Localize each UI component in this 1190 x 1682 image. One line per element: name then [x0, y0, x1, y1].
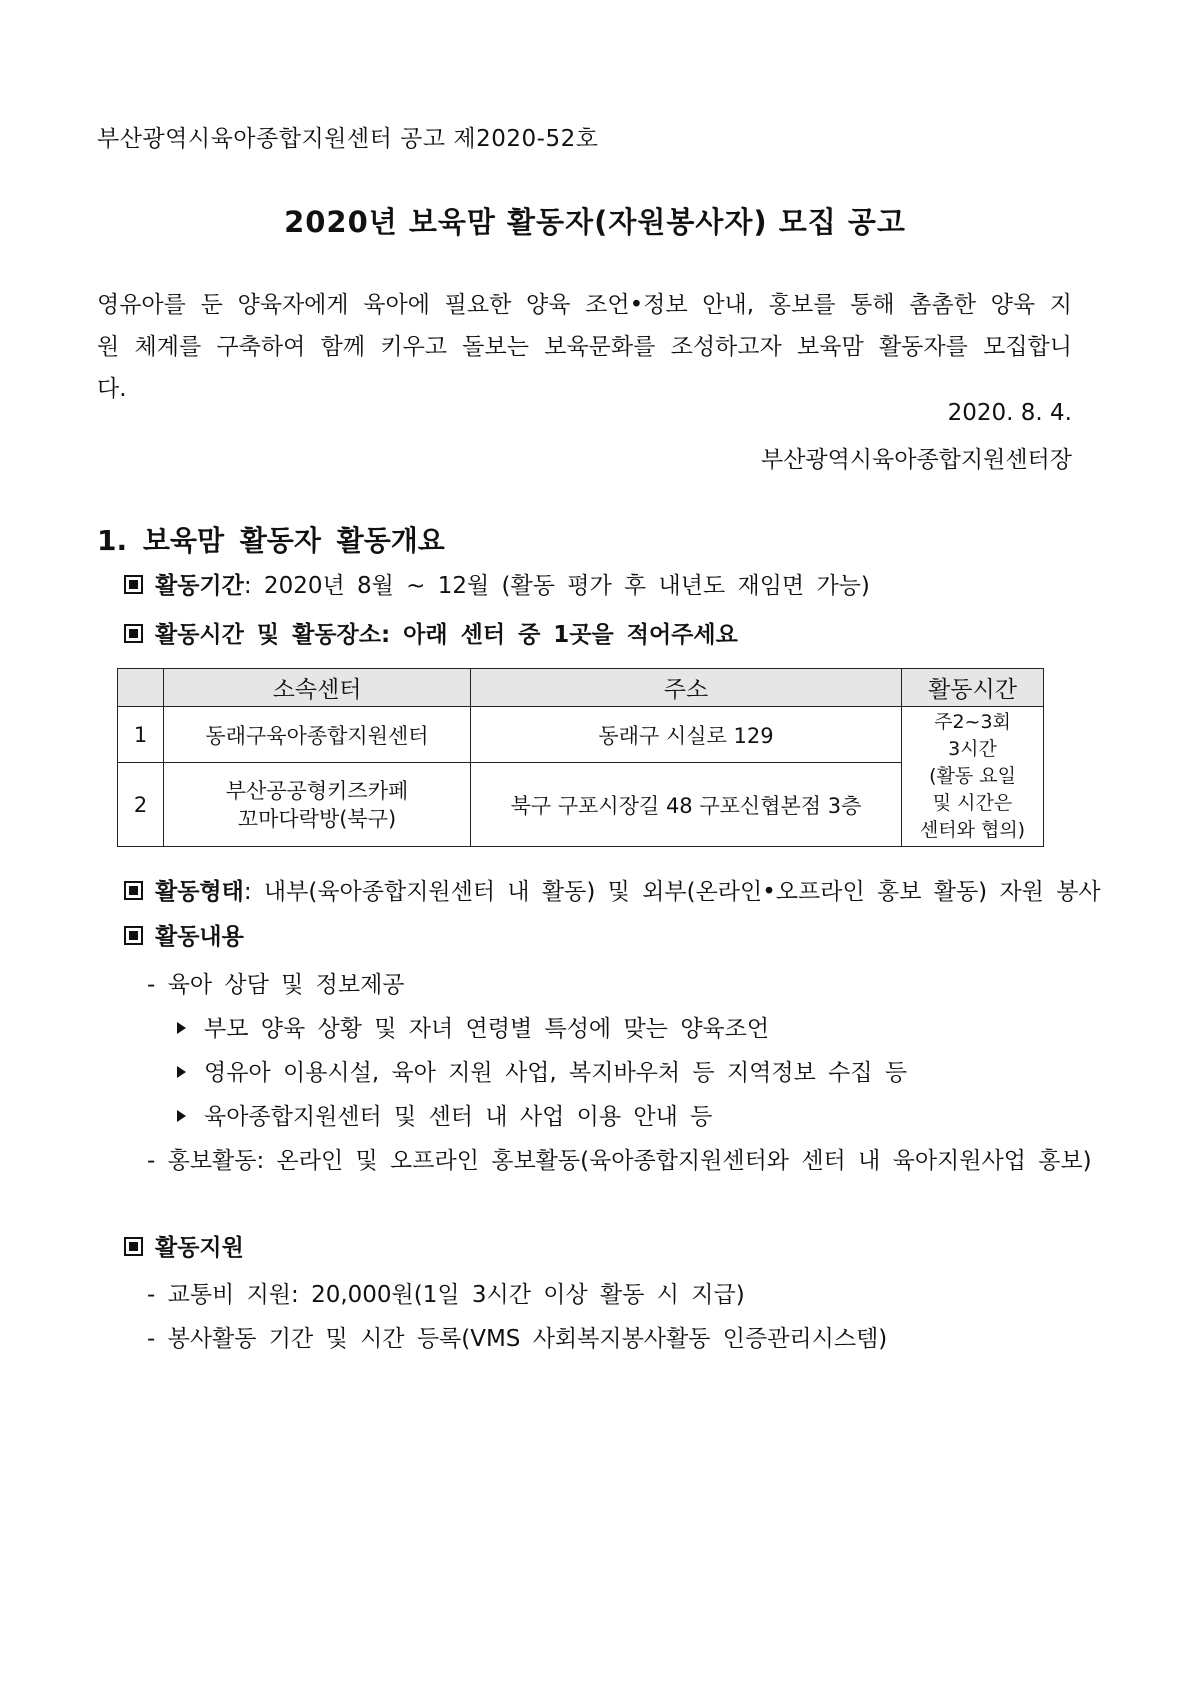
period-line	[124, 567, 870, 600]
support-label: 활동지원	[155, 1235, 244, 1261]
support-item: - 봉사활동 기간 및 시간 등록(VMS 사회복지봉사활동 인증관리시스템)	[147, 1326, 888, 1352]
sub-item-text: 영유아 이용시설, 육아 지원 사업, 복지바우처 등 지역정보 수집 등	[204, 1060, 908, 1086]
hours-line: (활동 요일	[929, 765, 1016, 787]
time-place-label: 활동시간 및 활동장소: 아래 센터 중 1곳을 적어주세요	[155, 622, 738, 648]
notice-date: 2020. 8. 4.	[947, 400, 1072, 426]
row-center	[164, 763, 471, 847]
content-label: 활동내용	[155, 924, 244, 950]
content-sub-item	[177, 1054, 907, 1087]
period-label: 활동기간	[155, 573, 244, 599]
notice-number: 부산광역시육아종합지원센터 공고 제2020-52호	[97, 126, 599, 152]
intro-paragraph: 영유아를 둔 양육자에게 육아에 필요한 양육 조언•정보 안내, 홍보를 통해 촘촘한 양육 지원 체계를 구축하여 함께 키우고 돌보는 보육문화를 조성하고자 보육맘 활동자를 모집합니다.	[97, 292, 1072, 402]
issuer-name: 부산광역시육아종합지원센터장	[760, 447, 1072, 473]
page-title: 2020년 보육맘 활동자(자원봉사자) 모집 공고	[284, 205, 906, 239]
square-bullet-icon	[124, 1237, 143, 1256]
content-item: - 홍보활동: 온라인 및 오프라인 홍보활동(육아종합지원센터와 센터 내 육아지원사업 홍보)	[147, 1148, 1092, 1174]
triangle-bullet-icon	[177, 1022, 186, 1034]
form-line	[124, 873, 1101, 906]
content-item: - 육아 상담 및 정보제공	[147, 972, 405, 998]
square-bullet-icon	[124, 624, 143, 643]
hours-line: 센터와 협의)	[919, 819, 1026, 841]
content-line	[124, 918, 244, 951]
hours-cell	[902, 707, 1044, 847]
sub-item-text: 육아종합지원센터 및 센터 내 사업 이용 안내 등	[204, 1104, 713, 1130]
support-line	[124, 1229, 244, 1262]
time-place-line	[124, 616, 738, 649]
row-no: 1	[118, 707, 164, 763]
row-center: 동래구육아종합지원센터	[164, 707, 471, 763]
form-value: : 내부(육아종합지원센터 내 활동) 및 외부(온라인•오프라인 홍보 활동) 자원 봉사	[243, 879, 1101, 905]
row-address: 북구 구포시장길 48 구포신협본점 3층	[471, 763, 902, 847]
period-value: : 2020년 8월 ~ 12월 (활동 평가 후 내년도 재임면 가능)	[243, 573, 870, 599]
center-line: 부산공공형키즈카페	[225, 778, 409, 803]
hours-line: 3시간	[948, 738, 997, 760]
triangle-bullet-icon	[177, 1110, 186, 1122]
center-line: 꼬마다락방(북구)	[237, 806, 397, 831]
table-row	[118, 707, 1044, 763]
form-label: 활동형태	[155, 879, 244, 905]
header-no	[118, 669, 164, 707]
support-item: - 교통비 지원: 20,000원(1일 3시간 이상 활동 시 지급)	[147, 1282, 745, 1308]
header-center: 소속센터	[164, 669, 471, 707]
row-no: 2	[118, 763, 164, 847]
content-sub-item	[177, 1010, 769, 1043]
triangle-bullet-icon	[177, 1066, 186, 1078]
sub-item-text: 부모 양육 상황 및 자녀 연령별 특성에 맞는 양육조언	[204, 1016, 770, 1042]
section-title: 1. 보육맘 활동자 활동개요	[97, 524, 445, 557]
square-bullet-icon	[124, 926, 143, 945]
hours-line: 및 시간은	[932, 792, 1013, 814]
square-bullet-icon	[124, 881, 143, 900]
header-address: 주소	[471, 669, 902, 707]
centers-table	[117, 668, 1044, 847]
table-header-row	[118, 669, 1044, 707]
header-hours: 활동시간	[902, 669, 1044, 707]
content-sub-item	[177, 1098, 712, 1131]
row-address: 동래구 시실로 129	[471, 707, 902, 763]
square-bullet-icon	[124, 575, 143, 594]
hours-line: 주2~3회	[934, 711, 1011, 733]
